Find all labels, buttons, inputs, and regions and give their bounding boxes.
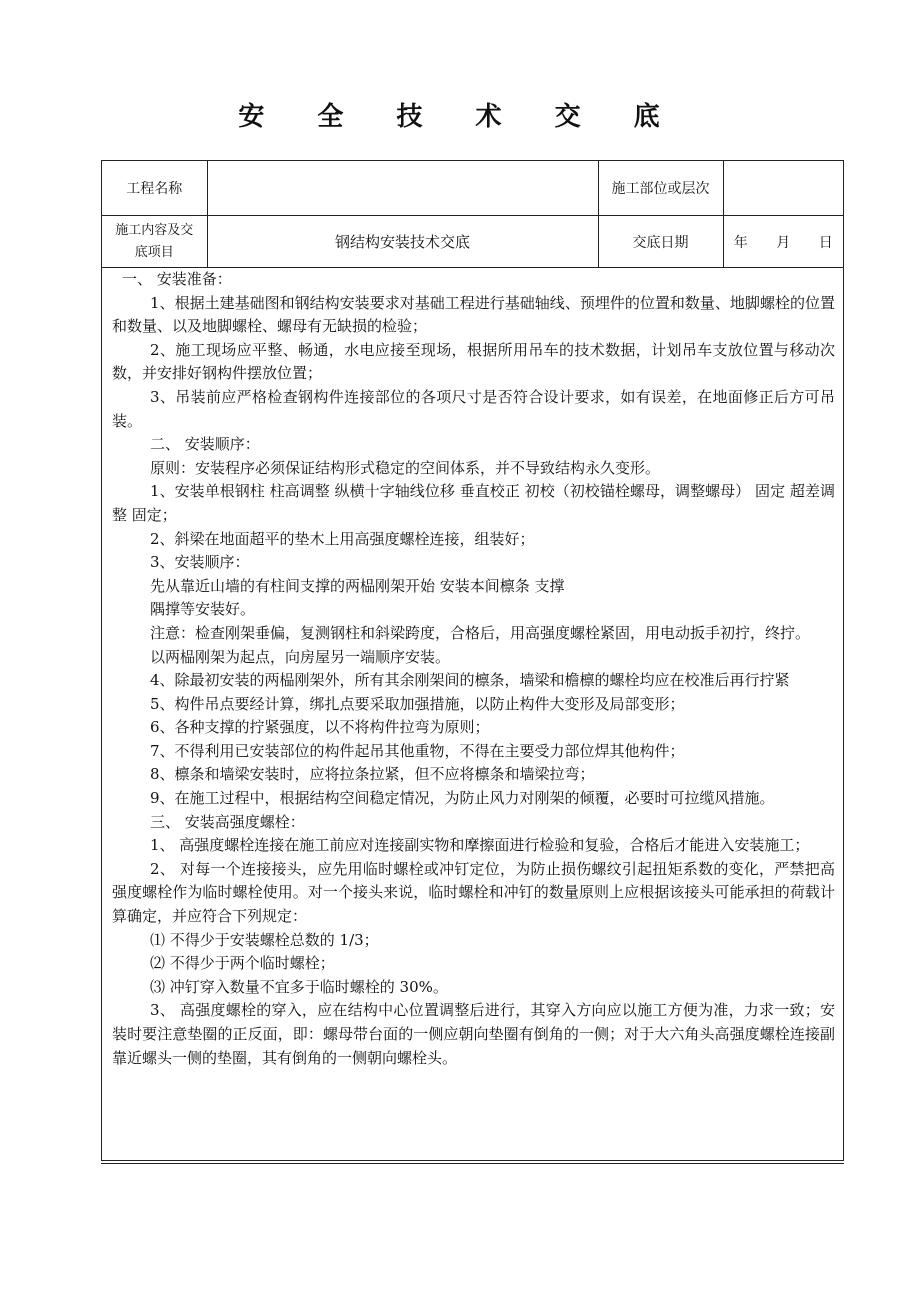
- body-paragraph: 2、斜梁在地面超平的垫木上用高强度螺栓连接，组装好；: [150, 529, 535, 548]
- body-paragraph: 3、 高强度螺栓的穿入，应在结构中心位置调整后进行，其穿入方向应以施工方便为准，力求一致；安装时要注意垫圈的正反面，即：螺母带台面的一侧应朝向垫圈有倒角的一侧；对于大六角头高强度螺栓连接副靠近螺头一侧的垫圈，其有倒角的一侧朝向螺栓头。: [112, 1001, 835, 1067]
- body-paragraph: 注意：检查刚架垂偏，复测钢柱和斜梁跨度，合格后，用高强度螺栓紧固，用电动扳手初拧，终拧。: [150, 623, 811, 642]
- content-label-line1: 施工内容及交: [115, 222, 194, 238]
- form-frame: [101, 160, 844, 1161]
- content-label: [102, 216, 207, 268]
- date-field[interactable]: 年 月 日: [723, 216, 843, 268]
- body-paragraph: 9、在施工过程中，根据结构空间稳定情况，为防止风力对刚架的倾覆，必要时可拉缆风措施。: [150, 789, 775, 808]
- body-paragraph: ⑴ 不得少于安装螺栓总数的 1/3；: [150, 930, 379, 949]
- body-paragraph: 6、各种支撑的拧紧强度，以不将构件拉弯为原则；: [150, 718, 490, 737]
- body-paragraph: 8、檩条和墙梁安装时，应将拉条拉紧，但不应将檩条和墙梁拉弯；: [150, 765, 595, 784]
- body-paragraph: 7、不得利用已安装部位的构件起吊其他重物，不得在主要受力部位焊其他构件；: [150, 741, 685, 760]
- content-label-line2: 底项目: [134, 244, 174, 260]
- header-row-project: [102, 161, 843, 216]
- body-paragraph: ⑶ 冲钉穿入数量不宜多于临时螺栓的 30%。: [150, 977, 448, 996]
- location-field[interactable]: [723, 161, 843, 216]
- header-row-content: [102, 216, 843, 268]
- body-paragraph: 2、 对每一个连接接头，应先用临时螺栓或冲钉定位，为防止损伤螺纹引起扭矩系数的变化，严禁把高强度螺栓作为临时螺栓使用。对一个接头来说，临时螺栓和冲钉的数量原则上应根据该接头可能承担的荷载计算确定，并应符合下列规定：: [112, 859, 835, 926]
- body-paragraph: 三、 安装高强度螺栓：: [150, 812, 305, 831]
- body-paragraph: 4、除最初安装的两榀刚架外，所有其余刚架间的檩条，墙梁和檐檩的螺栓均应在校准后再行拧紧: [150, 671, 790, 690]
- body-paragraph: 2、施工现场应平整、畅通，水电应接至现场，根据所用吊车的技术数据，计划吊车支放位置与移动次数，并安排好钢构件摆放位置；: [112, 340, 835, 383]
- project-name-field[interactable]: [207, 161, 598, 216]
- body-paragraph: ⑵ 不得少于两个临时螺栓；: [150, 954, 335, 973]
- date-label: 交底日期: [598, 216, 723, 268]
- body-paragraph: 隅撑等安装好。: [150, 600, 256, 619]
- body-paragraph: 1、根据土建基础图和钢结构安装要求对基础工程进行基础轴线、预埋件的位置和数量、地脚螺栓的位置和数量、以及地脚螺栓、螺母有无缺损的检验；: [112, 293, 835, 336]
- content-value: 钢结构安装技术交底: [207, 216, 598, 268]
- body-paragraph: 原则：安装程序必须保证结构形式稳定的空间体系，并不导致结构永久变形。: [150, 458, 661, 477]
- body-paragraph: 5、构件吊点要经计算，绑扎点要采取加强措施，以防止构件大变形及局部变形；: [150, 694, 685, 713]
- body-paragraph: 二、 安装顺序：: [150, 435, 260, 454]
- body-paragraph: 3、吊装前应严格检查钢构件连接部位的各项尺寸是否符合设计要求，如有误差，在地面修正后方可吊装。: [112, 387, 835, 430]
- document-title: 安 全 技 术 交 底: [238, 102, 682, 132]
- body-paragraph: 先从靠近山墙的有柱间支撑的两榀刚架开始 安装本间檩条 支撑: [150, 576, 565, 595]
- header-table: [102, 161, 843, 268]
- body-paragraph: 1、 高强度螺栓连接在施工前应对连接副实物和摩擦面进行检验和复验，合格后才能进入安装施工；: [150, 836, 810, 855]
- body-paragraph: 3、安装顺序：: [150, 553, 250, 572]
- project-name-label: 工程名称: [102, 161, 207, 216]
- body-paragraph: 1、安装单根钢柱 柱高调整 纵横十字轴线位移 垂直校正 初校（初校锚栓螺母，调整螺母） 固定 超差调整 固定；: [112, 482, 835, 524]
- location-label: 施工部位或层次: [598, 161, 723, 216]
- body-paragraph: 以两榀刚架为起点，向房屋另一端顺序安装。: [150, 647, 451, 666]
- body-paragraph: 一、 安装准备：: [122, 270, 232, 288]
- disclosure-body: [102, 268, 843, 1070]
